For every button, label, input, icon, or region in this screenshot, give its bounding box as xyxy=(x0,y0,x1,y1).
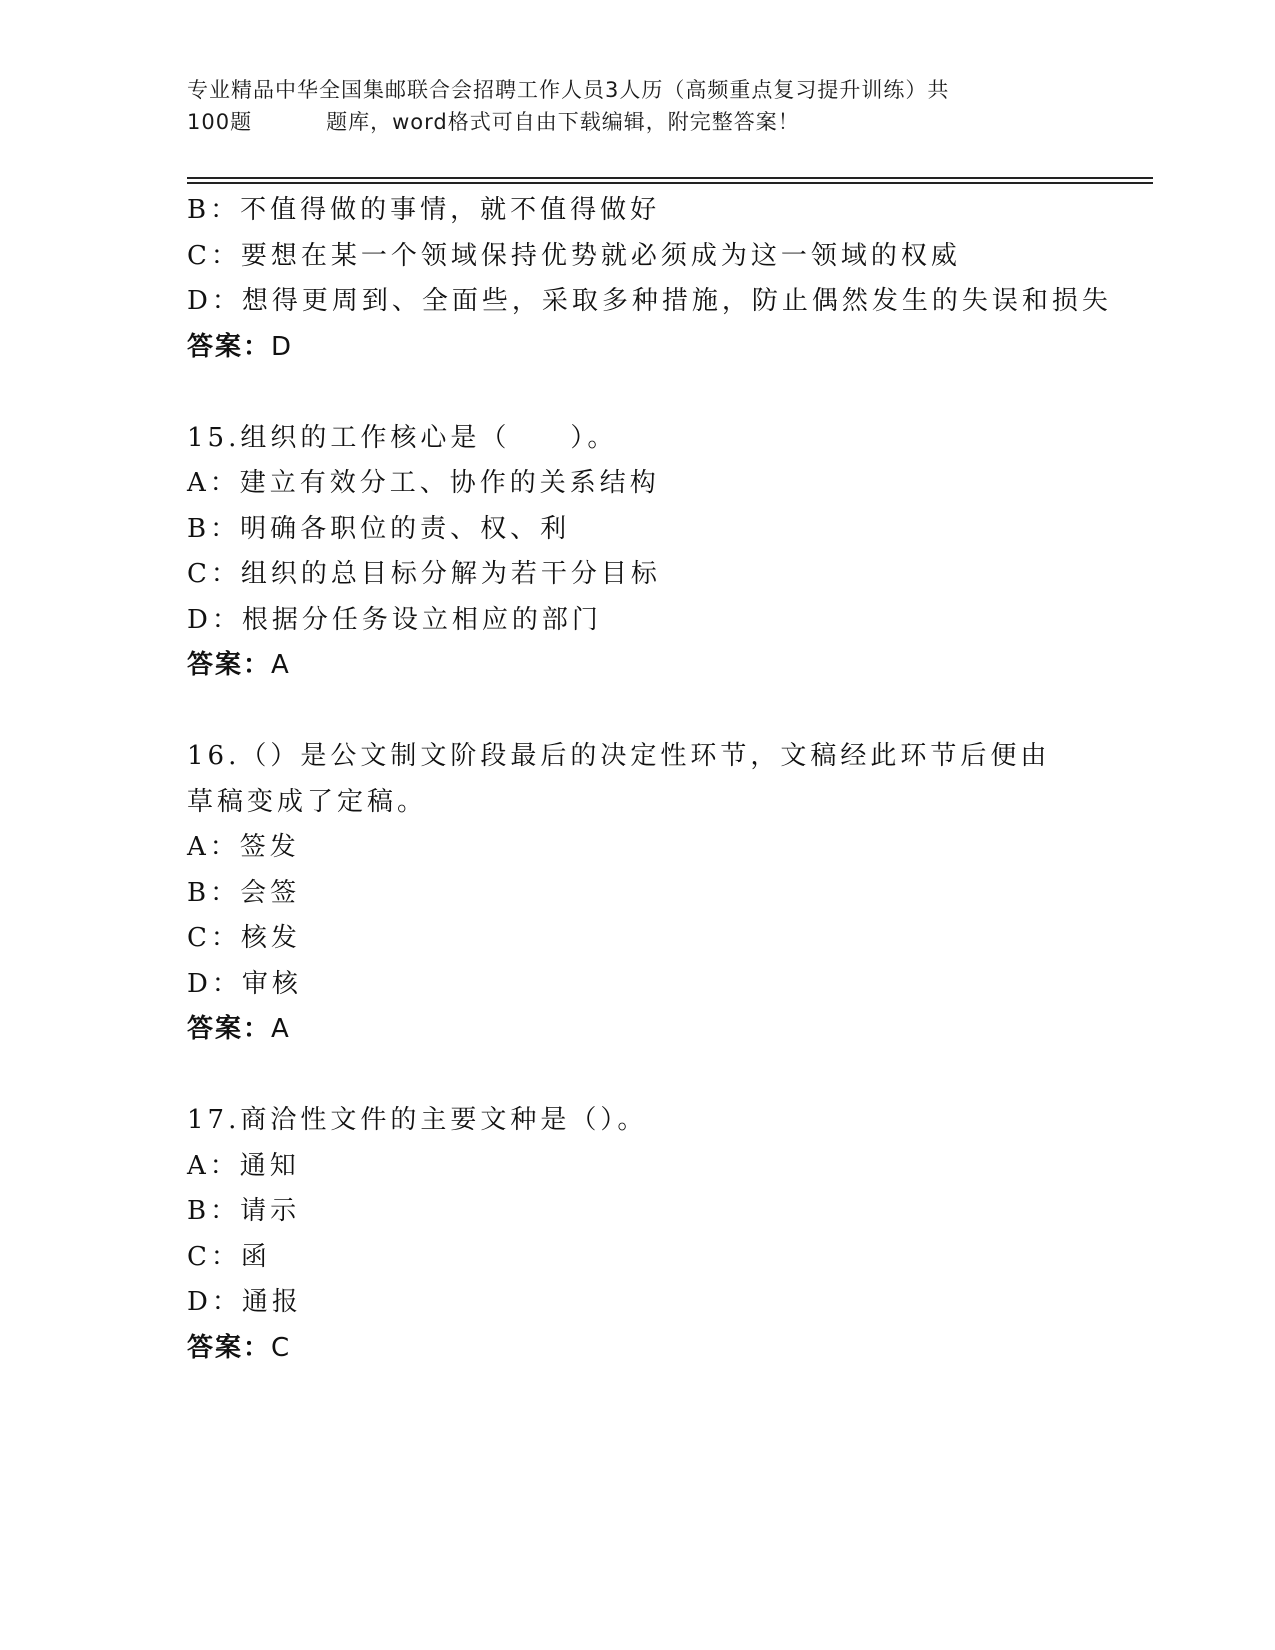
option-c xyxy=(187,916,1087,962)
option-label: A： xyxy=(187,832,240,862)
answer-value: A xyxy=(271,650,291,680)
option-label: A： xyxy=(187,468,240,498)
option-d xyxy=(187,598,1087,644)
answer-line xyxy=(187,1326,1087,1372)
header-description: 题库，word格式可自由下载编辑，附完整答案！ xyxy=(326,110,800,134)
option-text: 签发 xyxy=(239,832,300,862)
question-block-15 xyxy=(187,416,1087,689)
option-text: 不值得做的事情，就不值得做好 xyxy=(240,195,661,225)
option-d xyxy=(187,279,1112,325)
option-label: D： xyxy=(187,286,242,316)
option-label: C： xyxy=(187,240,241,271)
option-b xyxy=(187,188,1087,234)
document-header xyxy=(187,74,1057,138)
option-text: 会签 xyxy=(240,877,301,908)
option-text: 要想在某一个领域保持优势就必须成为这一领域的权威 xyxy=(240,240,961,271)
header-divider-top xyxy=(187,177,1153,179)
option-label: D： xyxy=(187,604,242,635)
question-stem: 15.组织的工作核心是（ ）。 xyxy=(187,422,618,453)
option-text: 审核 xyxy=(241,968,302,999)
option-c xyxy=(187,1235,1087,1281)
option-label: C： xyxy=(187,559,241,589)
option-text: 想得更周到、全面些，采取多种措施，防止偶然发生的失误和损失 xyxy=(241,286,1112,316)
option-a xyxy=(187,825,1087,871)
option-text: 函 xyxy=(240,1241,271,1272)
question-stem: 17.商洽性文件的主要文种是（）。 xyxy=(187,1105,648,1135)
option-text: 核发 xyxy=(240,923,301,953)
answer-value: A xyxy=(271,1014,291,1044)
option-d xyxy=(187,962,1087,1008)
question-block-16 xyxy=(187,734,1087,1053)
answer-line xyxy=(187,325,1087,371)
question-stem: 16.（）是公文制文阶段最后的决定性环节，文稿经此环节后便由草稿变成了定稿。 xyxy=(187,741,1051,817)
header-question-count: 100题 xyxy=(187,110,253,134)
option-label: D： xyxy=(187,968,242,999)
option-c xyxy=(187,234,1087,280)
question-block-previous xyxy=(187,188,1112,370)
option-b xyxy=(187,871,1087,917)
option-label: C： xyxy=(187,923,241,953)
option-label: D： xyxy=(187,1287,242,1317)
answer-label: 答案： xyxy=(187,1332,272,1363)
answer-label: 答案： xyxy=(187,1014,272,1044)
option-label: B： xyxy=(187,877,241,908)
option-a xyxy=(187,461,1087,507)
option-text: 通知 xyxy=(239,1150,300,1181)
option-text: 建立有效分工、协作的关系结构 xyxy=(239,468,660,498)
option-text: 组织的总目标分解为若干分目标 xyxy=(240,559,661,589)
option-text: 明确各职位的责、权、利 xyxy=(240,513,571,544)
answer-value: D xyxy=(271,331,294,362)
option-label: A： xyxy=(187,1150,240,1181)
option-text: 请示 xyxy=(240,1196,301,1226)
answer-label: 答案： xyxy=(187,331,272,362)
question-block-17 xyxy=(187,1098,1087,1371)
answer-line xyxy=(187,1007,1087,1053)
option-label: C： xyxy=(187,1241,241,1272)
option-d xyxy=(187,1280,1087,1326)
answer-line xyxy=(187,643,1087,689)
document-body xyxy=(187,188,1112,1371)
option-label: B： xyxy=(187,513,241,544)
option-b xyxy=(187,1189,1087,1235)
header-divider-bottom xyxy=(187,182,1153,184)
header-line-1: 专业精品中华全国集邮联合会招聘工作人员3人历（高频重点复习提升训练）共 xyxy=(187,78,950,102)
option-a xyxy=(187,1144,1087,1190)
option-b xyxy=(187,507,1087,553)
header-line-2 xyxy=(187,106,1057,138)
answer-value: C xyxy=(271,1332,292,1363)
option-label: B： xyxy=(187,195,241,225)
option-c xyxy=(187,552,1087,598)
option-text: 通报 xyxy=(241,1287,302,1317)
option-label: B： xyxy=(187,1196,241,1226)
option-text: 根据分任务设立相应的部门 xyxy=(241,604,602,635)
answer-label: 答案： xyxy=(187,650,272,680)
